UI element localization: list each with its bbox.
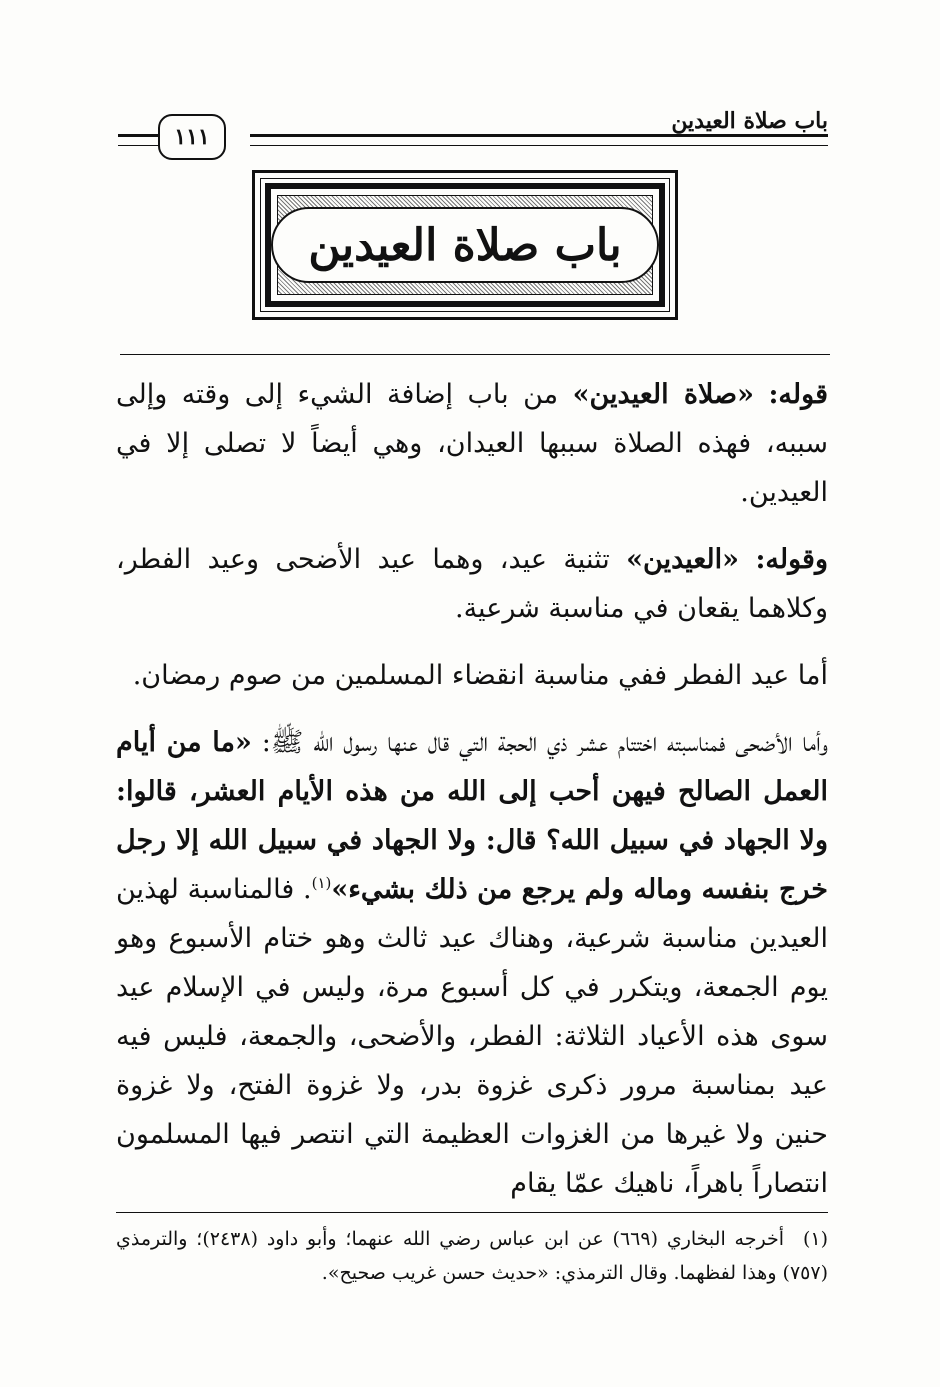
paragraph-1-text: من باب إضافة الشيء إلى وقته وإلى سببه، فهذه الصلاة سببها العيدان، وهي أيضاً لا تصلى إلا في العيدين. xyxy=(116,379,828,508)
paragraph-2 xyxy=(116,535,828,633)
chapter-title-frame xyxy=(252,170,678,320)
page-number: ١١١ xyxy=(158,114,226,160)
running-title: باب صلاة العيدين xyxy=(671,108,828,134)
header-rule-right xyxy=(250,134,828,146)
paragraph-2-text: تثنية عيد، وهما عيد الأضحى وعيد الفطر، وكلاهما يقعان في مناسبة شرعية. xyxy=(116,544,828,624)
paragraph-1-lead: قوله: xyxy=(768,379,828,410)
paragraph-1-term: «صلاة العيدين» xyxy=(572,379,754,410)
footnotes xyxy=(116,1222,828,1290)
paragraph-3-text: أما عيد الفطر ففي مناسبة انقضاء المسلمين من صوم رمضان. xyxy=(132,660,828,691)
paragraph-2-term: «العيدين» xyxy=(626,544,740,575)
main-text xyxy=(116,370,828,1226)
title-separator-rule xyxy=(120,354,830,355)
header-rule-left xyxy=(118,134,158,146)
footnote-separator-rule xyxy=(116,1212,828,1213)
footnote-1-text: أخرجه البخاري (٦٦٩) عن ابن عباس رضي الله عنهما؛ وأبو داود (٢٤٣٨)؛ والترمذي (٧٥٧) وهذا لفظهما. وقال الترمذي: «حديث حسن غريب صحيح». xyxy=(116,1228,828,1284)
hadith-quote: «ما من أيام العمل الصالح فيهن أحب إلى الله من هذه الأيام العشر، قالوا: ولا الجهاد في سبيل الله؟ قال: ولا الجهاد في سبيل الله إلا رجل خرج بنفسه وماله ولم يرجع من ذلك بشيء» xyxy=(116,727,828,905)
footnote-1-marker: (١) xyxy=(802,1228,828,1250)
paragraph-4 xyxy=(116,718,828,1208)
title-oval xyxy=(271,207,659,283)
paragraph-2-lead: وقوله: xyxy=(755,544,828,575)
chapter-title: باب صلاة العيدين xyxy=(308,219,622,271)
paragraph-4-intro: وأما الأضحى فمناسبته اختتام عشر ذي الحجة التي قال عنها رسول الله ﷺ: xyxy=(251,727,828,758)
footnote-ref-1[interactable]: (١) xyxy=(311,874,332,892)
paragraph-3 xyxy=(116,651,828,700)
footnote-1 xyxy=(116,1222,828,1290)
paragraph-1 xyxy=(116,370,828,517)
paragraph-4-rest: . فالمناسبة لهذين العيدين مناسبة شرعية، وهناك عيد ثالث وهو ختام الأسبوع وهو يوم الجمعة، ويتكرر في كل أسبوع مرة، وليس في الإسلام عيد سوى هذه الأعياد الثلاثة: الفطر، والأضحى، والجمعة، فليس فيه عيد بمناسبة مرور ذكرى غزوة بدر، ولا غزوة الفتح، ولا غزوة حنين ولا غيرها من الغزوات العظيمة التي انتصر فيها المسلمون انتصاراً باهراً، ناهيك عمّا يقام xyxy=(116,874,828,1199)
